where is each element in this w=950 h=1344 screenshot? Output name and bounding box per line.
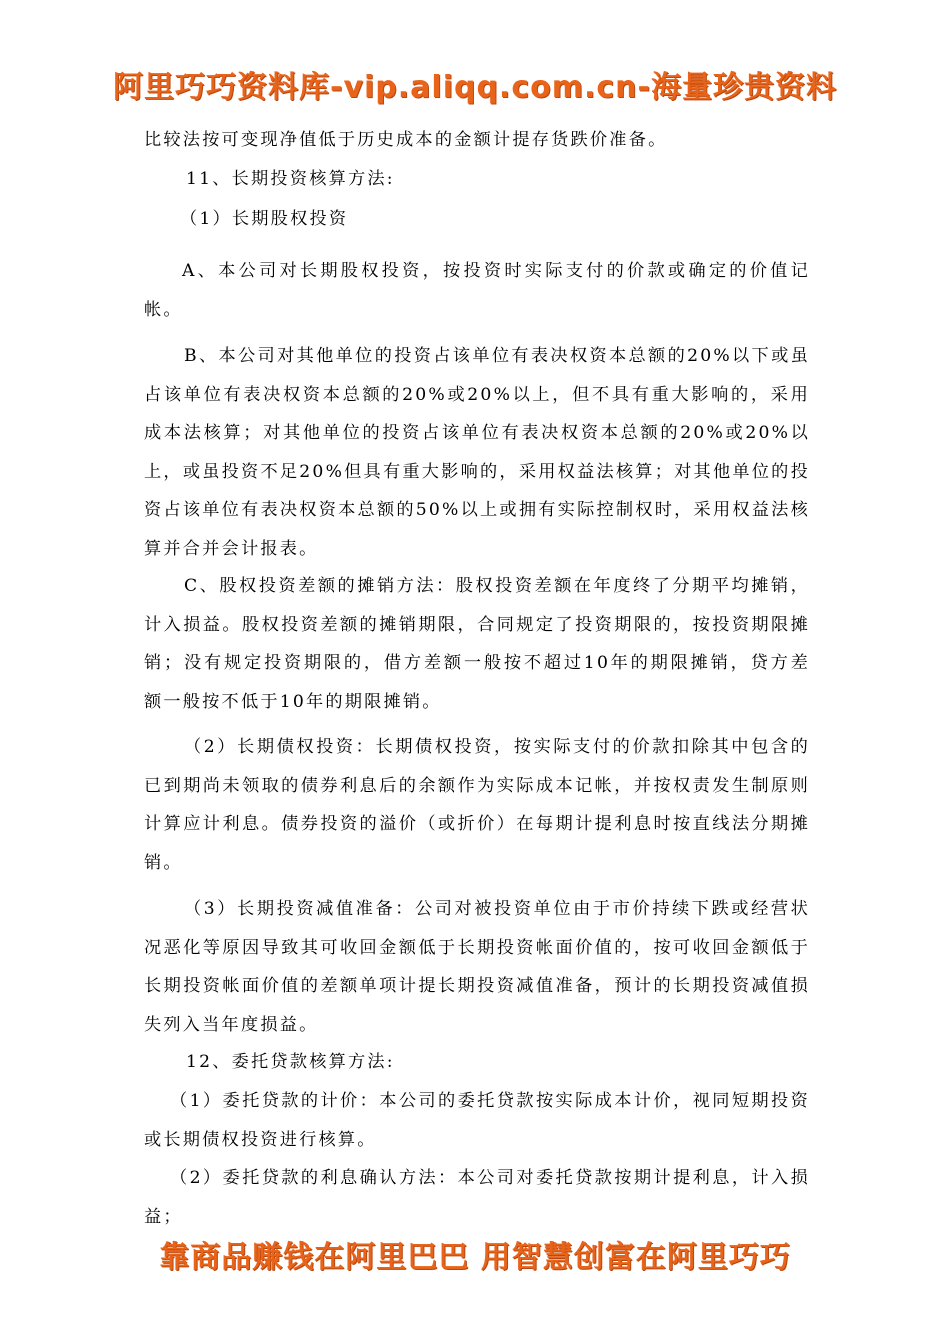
paragraph-b-cost-equity-method: B、本公司对其他单位的投资占该单位有表决权资本总额的20%以下或虽占该单位有表决权资本总额的20%或20%以上，但不具有重大影响的，采用成本法核算；对其他单位的投资占该单位有表决权资本总额的20%或20%以上，或虽投资不足20%但具有重大影响的，采用权益法核算；对其他单位的投资占该单位有表决权资本总额的50%以上或拥有实际控制权时，采用权益法核算并合并会计报表。: [144, 346, 810, 559]
paragraph-inventory-tail: 比较法按可变现净值低于历史成本的金额计提存货跌价准备。: [144, 130, 668, 150]
paragraph-a-equity-valuation: A、本公司对长期股权投资，按投资时实际支付的价款或确定的价值记帐。: [144, 261, 810, 320]
heading-11-long-term-investment: 11、长期投资核算方法:: [186, 169, 395, 189]
heading-12-entrusted-loans: 12、委托贷款核算方法:: [186, 1052, 395, 1072]
paragraph-c-amortization: C、股权投资差额的摊销方法：股权投资差额在年度终了分期平均摊销，计入损益。股权投资差额的摊销期限，合同规定了投资期限的，按投资期限摊销；没有规定投资期限的，借方差额一般按不超过10年的期限摊销，贷方差额一般按不低于10年的期限摊销。: [144, 576, 810, 712]
footer-banner: 靠商品赚钱在阿里巴巴 用智慧创富在阿里巧巧: [159, 1240, 791, 1275]
paragraph-2-debt-investment: （2）长期债权投资：长期债权投资，按实际支付的价款扣除其中包含的已到期尚未领取的债券利息后的余额作为实际成本记帐，并按权责发生制原则计算应计利息。债券投资的溢价（或折价）在每期计提利息时按直线法分期摊销。: [144, 737, 810, 873]
paragraph-entrusted-loan-interest: （2）委托贷款的利息确认方法：本公司对委托贷款按期计提利息，计入损益；: [144, 1168, 810, 1227]
subheading-equity-investment: （1）长期股权投资: [180, 209, 349, 229]
header-banner: 阿里巧巧资料库-vip.aliqq.com.cn-海量珍贵资料: [113, 70, 837, 105]
paragraph-3-impairment: （3）长期投资减值准备：公司对被投资单位由于市价持续下跌或经营状况恶化等原因导致其可收回金额低于长期投资帐面价值的，按可收回金额低于长期投资帐面价值的差额单项计提长期投资减值准备，预计的长期投资减值损失列入当年度损益。: [144, 899, 810, 1035]
paragraph-entrusted-loan-valuation: （1）委托贷款的计价：本公司的委托贷款按实际成本计价，视同短期投资或长期债权投资进行核算。: [144, 1091, 810, 1150]
